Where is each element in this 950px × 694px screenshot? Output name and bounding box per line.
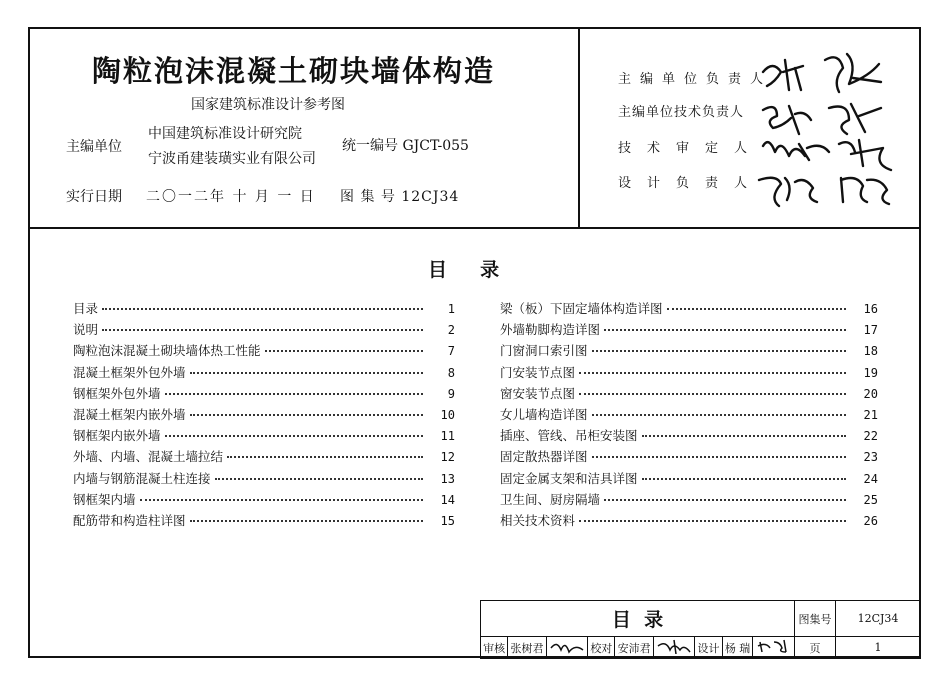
page-label: 页 (795, 637, 836, 659)
dot-leader (227, 456, 423, 458)
toc-entry[interactable] (73, 299, 455, 320)
dot-leader (165, 435, 423, 437)
toc-entry[interactable] (73, 469, 455, 490)
title-block-name: 目 录 (481, 601, 795, 637)
signature-role-1: 主编单位负责人 (618, 72, 773, 87)
toc-entry[interactable] (500, 490, 878, 511)
toc-entry-page: 1 (447, 302, 455, 316)
dot-leader (265, 350, 423, 352)
toc-entry-page: 23 (863, 450, 878, 465)
atlas-number: 图 集 号 12CJ34 (340, 189, 460, 205)
dot-leader (592, 414, 846, 416)
toc-entry-title: 门安装节点图 (500, 364, 576, 380)
toc-entry-page: 8 (447, 365, 455, 380)
editor-unit-2: 宁波甬建装璜实业有限公司 (148, 151, 316, 167)
atlas-subtitle: 国家建筑标准设计参考图 (191, 97, 345, 113)
toc-entry[interactable] (500, 469, 878, 490)
dot-leader (102, 329, 423, 331)
review-signature (546, 637, 587, 659)
dot-leader (604, 329, 846, 331)
unified-number: 统一编号 GJCT-055 (342, 138, 469, 154)
toc-entry-title: 外墙、内墙、混凝土墙拉结 (73, 449, 224, 465)
atlas-number-label: 图集号 (795, 601, 836, 637)
toc-entry[interactable] (500, 363, 878, 384)
toc-entry-page: 14 (440, 492, 455, 507)
toc-right-column (500, 299, 878, 532)
toc-entry-page: 24 (863, 471, 878, 486)
dot-leader (165, 393, 423, 395)
toc-entry-page: 15 (440, 513, 455, 528)
toc-entry[interactable] (500, 405, 878, 426)
editor-unit-1: 中国建筑标准设计研究院 (148, 126, 302, 142)
toc-entry-page: 22 (863, 429, 878, 444)
design-signature-scribble (756, 638, 792, 654)
toc-entry[interactable] (73, 490, 455, 511)
check-label: 校对 (588, 637, 615, 659)
toc-entry-page: 12 (440, 450, 455, 465)
dot-leader (190, 414, 423, 416)
title-block (480, 600, 921, 659)
review-name: 张树君 (508, 637, 546, 659)
toc-entry[interactable] (73, 320, 455, 341)
dot-leader (102, 308, 423, 310)
signature-role-2: 主编单位技术负责人 (618, 105, 745, 120)
atlas-number-value: 12CJ34 (836, 601, 921, 637)
dot-leader (667, 308, 846, 310)
toc-entry[interactable] (500, 447, 878, 468)
toc-entry[interactable] (73, 384, 455, 405)
page-value: 1 (836, 637, 921, 659)
toc-entry[interactable] (500, 341, 878, 362)
toc-entry-title: 相关技术资料 (500, 512, 576, 528)
toc-entry-title: 外墙勒脚构造详图 (500, 322, 601, 338)
dot-leader (140, 499, 423, 501)
toc-entry-title: 内墙与钢筋混凝土柱连接 (73, 470, 211, 486)
toc-entry[interactable] (73, 511, 455, 532)
toc-entry-title: 混凝土框架内嵌外墙 (73, 406, 186, 422)
dot-leader (579, 520, 846, 522)
dot-leader (642, 435, 846, 437)
toc-entry-page: 21 (863, 407, 878, 422)
dot-leader (592, 456, 846, 458)
toc-entry[interactable] (73, 405, 455, 426)
toc-entry-page: 18 (863, 344, 878, 359)
editor-label: 主编单位 (66, 139, 122, 155)
review-label: 审核 (481, 637, 508, 659)
toc-entry-page: 11 (440, 429, 455, 444)
effective-label: 实行日期 (66, 189, 122, 205)
check-signature (653, 637, 694, 659)
toc-entry-title: 配筋带和构造柱详图 (73, 512, 186, 528)
toc-entry-title: 钢框架外包外墙 (73, 385, 161, 401)
toc-entry-title: 目录 (73, 301, 99, 316)
toc-entry-title: 梁（板）下固定墙体构造详图 (500, 301, 663, 316)
toc-entry-page: 26 (863, 513, 878, 528)
dot-leader (604, 499, 846, 501)
toc-entry-page: 16 (863, 302, 878, 316)
toc-entry-page: 9 (447, 386, 455, 401)
toc-heading: 目 录 (428, 259, 500, 281)
toc-entry-page: 10 (440, 407, 455, 422)
dot-leader (190, 520, 423, 522)
toc-entry[interactable] (73, 426, 455, 447)
toc-entry-title: 女儿墙构造详图 (500, 406, 588, 422)
toc-entry-title: 混凝土框架外包外墙 (73, 364, 186, 380)
toc-entry[interactable] (500, 426, 878, 447)
toc-entry[interactable] (500, 511, 878, 532)
toc-entry-title: 插座、管线、吊柜安装图 (500, 428, 638, 444)
design-name: 杨 瑞 (722, 637, 753, 659)
signature-role-3: 技术审定人 (618, 141, 764, 156)
toc-entry[interactable] (500, 320, 878, 341)
toc-entry-page: 13 (440, 471, 455, 486)
toc-entry[interactable] (500, 384, 878, 405)
toc-entry-title: 钢框架内嵌外墙 (73, 428, 161, 444)
toc-entry-title: 说明 (73, 322, 99, 338)
toc-entry-title: 陶粒泡沫混凝土砌块墙体热工性能 (73, 343, 261, 359)
toc-entry-title: 卫生间、厨房隔墙 (500, 491, 601, 507)
dot-leader (215, 478, 423, 480)
design-signature (753, 637, 795, 659)
toc-entry-page: 7 (447, 344, 455, 359)
effective-date: 二〇一二年 十 月 一 日 (146, 189, 316, 205)
toc-entry[interactable] (73, 447, 455, 468)
atlas-title: 陶粒泡沫混凝土砌块墙体构造 (92, 54, 496, 88)
toc-entry-page: 2 (447, 323, 455, 338)
toc-entry-title: 钢框架内墙 (73, 491, 136, 507)
dot-leader (579, 372, 846, 374)
check-name: 安沛君 (615, 637, 653, 659)
header-divider (578, 27, 580, 228)
toc-entry[interactable] (73, 363, 455, 384)
toc-entry-title: 门窗洞口索引图 (500, 343, 588, 359)
toc-entry-title: 固定散热器详图 (500, 449, 588, 465)
toc-entry-page: 19 (863, 365, 878, 380)
toc-entry-title: 固定金属支架和洁具详图 (500, 470, 638, 486)
toc-entry-title: 窗安装节点图 (500, 385, 576, 401)
toc-entry[interactable] (73, 341, 455, 362)
header-bottom-rule (28, 227, 921, 229)
dot-leader (642, 478, 846, 480)
dot-leader (190, 372, 423, 374)
toc-left-column (73, 299, 455, 532)
toc-entry[interactable] (500, 299, 878, 320)
review-signature-scribble (549, 638, 585, 654)
toc-entry-page: 17 (863, 323, 878, 338)
check-signature-scribble (656, 638, 692, 654)
signature-role-4: 设计负责人 (618, 176, 764, 191)
dot-leader (592, 350, 846, 352)
design-label: 设计 (695, 637, 722, 659)
toc-entry-page: 25 (863, 492, 878, 507)
handwritten-signatures (755, 50, 925, 210)
toc-entry-page: 20 (863, 386, 878, 401)
dot-leader (579, 393, 846, 395)
